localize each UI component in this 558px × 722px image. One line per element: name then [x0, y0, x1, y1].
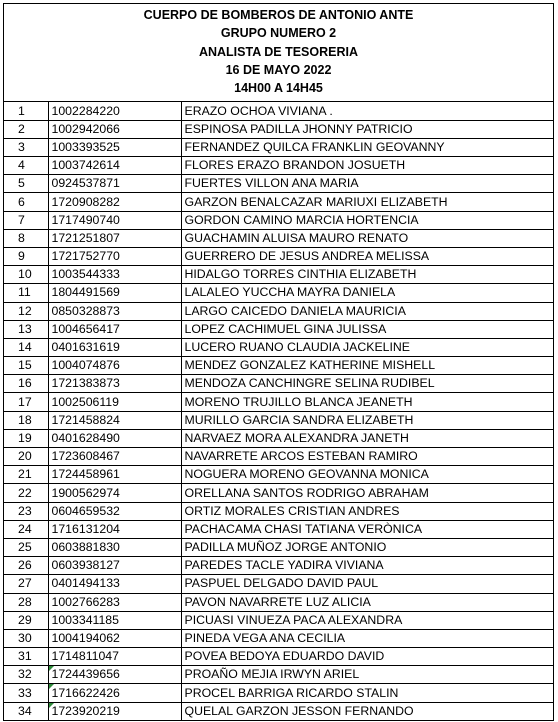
- full-name-cell[interactable]: ORTIZ MORALES CRISTIAN ANDRES: [181, 502, 553, 520]
- row-number-cell[interactable]: 23: [4, 502, 48, 520]
- table-row: [4, 611, 553, 629]
- full-name-cell[interactable]: FERNANDEZ QUILCA FRANKLIN GEOVANNY: [181, 138, 553, 156]
- row-number-cell[interactable]: 2: [4, 120, 48, 138]
- full-name-cell[interactable]: HIDALGO TORRES CINTHIA ELIZABETH: [181, 266, 553, 284]
- id-number-cell[interactable]: 1002284220: [48, 102, 181, 120]
- id-number-cell[interactable]: 1004194062: [48, 629, 181, 647]
- table-row: [4, 247, 553, 265]
- table-row: [4, 502, 553, 520]
- row-number-cell[interactable]: 20: [4, 448, 48, 466]
- id-number-cell[interactable]: 1003393525: [48, 138, 181, 156]
- table-row: [4, 120, 553, 138]
- full-name-cell[interactable]: GUACHAMIN ALUISA MAURO RENATO: [181, 229, 553, 247]
- id-number-cell[interactable]: 1724458961: [48, 466, 181, 484]
- id-number-cell[interactable]: 1716131204: [48, 520, 181, 538]
- id-number-cell[interactable]: 1004656417: [48, 320, 181, 338]
- row-number-cell[interactable]: 26: [4, 557, 48, 575]
- table-row: [4, 357, 553, 375]
- header-date: 16 DE MAYO 2022: [225, 62, 332, 77]
- id-number-cell[interactable]: 1004074876: [48, 357, 181, 375]
- table-row: [4, 593, 553, 611]
- id-number-cell[interactable]: 1720908282: [48, 193, 181, 211]
- row-number-cell[interactable]: 24: [4, 520, 48, 538]
- full-name-cell[interactable]: LUCERO RUANO CLAUDIA JACKELINE: [181, 338, 553, 356]
- table-row: [4, 684, 553, 702]
- full-name-cell[interactable]: ERAZO OCHOA VIVIANA .: [181, 102, 553, 120]
- id-number-cell[interactable]: 1721383873: [48, 375, 181, 393]
- full-name-cell[interactable]: PASPUEL DELGADO DAVID PAUL: [181, 575, 553, 593]
- full-name-cell[interactable]: ESPINOSA PADILLA JHONNY PATRICIO: [181, 120, 553, 138]
- row-number-cell[interactable]: 6: [4, 193, 48, 211]
- id-number-cell[interactable]: 0603938127: [48, 557, 181, 575]
- id-number-cell[interactable]: 1723608467: [48, 448, 181, 466]
- full-name-cell[interactable]: NARVAEZ MORA ALEXANDRA JANETH: [181, 429, 553, 447]
- header-group: GRUPO NUMERO 2: [220, 26, 337, 41]
- table-row: [4, 266, 553, 284]
- row-number-cell[interactable]: 4: [4, 157, 48, 175]
- row-number-cell[interactable]: 13: [4, 320, 48, 338]
- row-number-cell[interactable]: 3: [4, 138, 48, 156]
- row-number-cell[interactable]: 27: [4, 575, 48, 593]
- row-number-cell[interactable]: 17: [4, 393, 48, 411]
- table-row: [4, 375, 553, 393]
- full-name-cell[interactable]: PROCEL BARRIGA RICARDO STALIN: [181, 684, 553, 702]
- id-number-cell[interactable]: 1003544333: [48, 266, 181, 284]
- id-number-cell[interactable]: 1002942066: [48, 120, 181, 138]
- id-number-cell[interactable]: 1717490740: [48, 211, 181, 229]
- row-number-cell[interactable]: 28: [4, 593, 48, 611]
- table-row: [4, 484, 553, 502]
- row-number-cell[interactable]: 9: [4, 247, 48, 265]
- full-name-cell[interactable]: PROAÑO MEJIA IRWYN ARIEL: [181, 666, 553, 684]
- table-row: [4, 666, 553, 684]
- full-name-cell[interactable]: GUERRERO DE JESUS ANDREA MELISSA: [181, 247, 553, 265]
- table-row: [4, 157, 553, 175]
- id-number-cell[interactable]: 1723920219: [48, 702, 181, 720]
- table-row: [4, 393, 553, 411]
- full-name-cell[interactable]: QUELAL GARZON JESSON FERNANDO: [181, 702, 553, 720]
- full-name-cell[interactable]: POVEA BEDOYA EDUARDO DAVID: [181, 648, 553, 666]
- table-row: [4, 284, 553, 302]
- id-number-cell[interactable]: 0604659532: [48, 502, 181, 520]
- row-number-cell[interactable]: 10: [4, 266, 48, 284]
- row-number-cell[interactable]: 33: [4, 684, 48, 702]
- full-name-cell[interactable]: PINEDA VEGA ANA CECILIA: [181, 629, 553, 647]
- id-number-cell[interactable]: 1002766283: [48, 593, 181, 611]
- row-number-cell[interactable]: 22: [4, 484, 48, 502]
- table-row: [4, 429, 553, 447]
- table-row: [4, 175, 553, 193]
- full-name-cell[interactable]: GORDON CAMINO MARCIA HORTENCIA: [181, 211, 553, 229]
- full-name-cell[interactable]: MENDEZ GONZALEZ KATHERINE MISHELL: [181, 357, 553, 375]
- row-number-cell[interactable]: 12: [4, 302, 48, 320]
- id-number-cell[interactable]: 0924537871: [48, 175, 181, 193]
- id-number-cell[interactable]: 1724439656: [48, 666, 181, 684]
- row-number-cell[interactable]: 31: [4, 648, 48, 666]
- table-row: [4, 448, 553, 466]
- id-number-cell[interactable]: 0401628490: [48, 429, 181, 447]
- table-row: [4, 466, 553, 484]
- table-row: [4, 557, 553, 575]
- full-name-cell[interactable]: FUERTES VILLON ANA MARIA: [181, 175, 553, 193]
- table-row: [4, 302, 553, 320]
- id-number-cell[interactable]: 0850328873: [48, 302, 181, 320]
- table-row: [4, 193, 553, 211]
- row-number-cell[interactable]: 21: [4, 466, 48, 484]
- spreadsheet-sheet: [3, 3, 554, 721]
- table-row: [4, 229, 553, 247]
- row-number-cell[interactable]: 19: [4, 429, 48, 447]
- table-row: [4, 648, 553, 666]
- row-number-cell[interactable]: 16: [4, 375, 48, 393]
- id-number-cell[interactable]: 1716622426: [48, 684, 181, 702]
- id-number-cell[interactable]: 0401631619: [48, 338, 181, 356]
- full-name-cell[interactable]: NAVARRETE ARCOS ESTEBAN RAMIRO: [181, 448, 553, 466]
- full-name-cell[interactable]: LOPEZ CACHIMUEL GINA JULISSA: [181, 320, 553, 338]
- id-number-cell[interactable]: 1003742614: [48, 157, 181, 175]
- table-row: [4, 320, 553, 338]
- full-name-cell[interactable]: PAVON NAVARRETE LUZ ALICIA: [181, 593, 553, 611]
- full-name-cell[interactable]: MORENO TRUJILLO BLANCA JEANETH: [181, 393, 553, 411]
- full-name-cell[interactable]: GARZON BENALCAZAR MARIUXI ELIZABETH: [181, 193, 553, 211]
- full-name-cell[interactable]: PAREDES TACLE YADIRA VIVIANA: [181, 557, 553, 575]
- id-number-cell[interactable]: 0603881830: [48, 538, 181, 556]
- full-name-cell[interactable]: LARGO CAICEDO DANIELA MAURICIA: [181, 302, 553, 320]
- table-row: [4, 211, 553, 229]
- row-number-cell[interactable]: 25: [4, 538, 48, 556]
- id-number-cell[interactable]: 1804491569: [48, 284, 181, 302]
- sheet-header: [4, 4, 553, 102]
- table-row: [4, 575, 553, 593]
- table-row: [4, 629, 553, 647]
- id-number-cell[interactable]: 1900562974: [48, 484, 181, 502]
- header-time: 14H00 A 14H45: [234, 81, 323, 96]
- header-position: ANALISTA DE TESORERIA: [198, 44, 359, 59]
- full-name-cell[interactable]: PICUASI VINUEZA PACA ALEXANDRA: [181, 611, 553, 629]
- id-number-cell[interactable]: 1721752770: [48, 247, 181, 265]
- table-row: [4, 138, 553, 156]
- row-number-cell[interactable]: 5: [4, 175, 48, 193]
- id-number-cell[interactable]: 1721458824: [48, 411, 181, 429]
- full-name-cell[interactable]: FLORES ERAZO BRANDON JOSUETH: [181, 157, 553, 175]
- table-row: [4, 702, 553, 720]
- full-name-cell[interactable]: NOGUERA MORENO GEOVANNA MONICA: [181, 466, 553, 484]
- full-name-cell[interactable]: MURILLO GARCIA SANDRA ELIZABETH: [181, 411, 553, 429]
- row-number-cell[interactable]: 29: [4, 611, 48, 629]
- id-number-cell[interactable]: 1714811047: [48, 648, 181, 666]
- id-number-cell[interactable]: 1002506119: [48, 393, 181, 411]
- row-number-cell[interactable]: 32: [4, 666, 48, 684]
- id-number-cell[interactable]: 0401494133: [48, 575, 181, 593]
- id-number-cell[interactable]: 1721251807: [48, 229, 181, 247]
- row-number-cell[interactable]: 11: [4, 284, 48, 302]
- full-name-cell[interactable]: LALALEO YUCCHA MAYRA DANIELA: [181, 284, 553, 302]
- table-row: [4, 338, 553, 356]
- full-name-cell[interactable]: ORELLANA SANTOS RODRIGO ABRAHAM: [181, 484, 553, 502]
- row-number-cell[interactable]: 8: [4, 229, 48, 247]
- row-number-cell[interactable]: 15: [4, 357, 48, 375]
- row-number-cell[interactable]: 30: [4, 629, 48, 647]
- header-institution: CUERPO DE BOMBEROS DE ANTONIO ANTE: [143, 8, 414, 22]
- candidates-table: [4, 102, 553, 719]
- table-row: [4, 520, 553, 538]
- table-row: [4, 538, 553, 556]
- full-name-cell[interactable]: MENDOZA CANCHINGRE SELINA RUDIBEL: [181, 375, 553, 393]
- row-number-cell[interactable]: 7: [4, 211, 48, 229]
- row-number-cell[interactable]: 1: [4, 102, 48, 120]
- table-row: [4, 411, 553, 429]
- row-number-cell[interactable]: 18: [4, 411, 48, 429]
- row-number-cell[interactable]: 14: [4, 338, 48, 356]
- full-name-cell[interactable]: PACHACAMA CHASI TATIANA VERÒNICA: [181, 520, 553, 538]
- full-name-cell[interactable]: PADILLA MUÑOZ JORGE ANTONIO: [181, 538, 553, 556]
- table-row: [4, 102, 553, 120]
- row-number-cell[interactable]: 34: [4, 702, 48, 720]
- id-number-cell[interactable]: 1003341185: [48, 611, 181, 629]
